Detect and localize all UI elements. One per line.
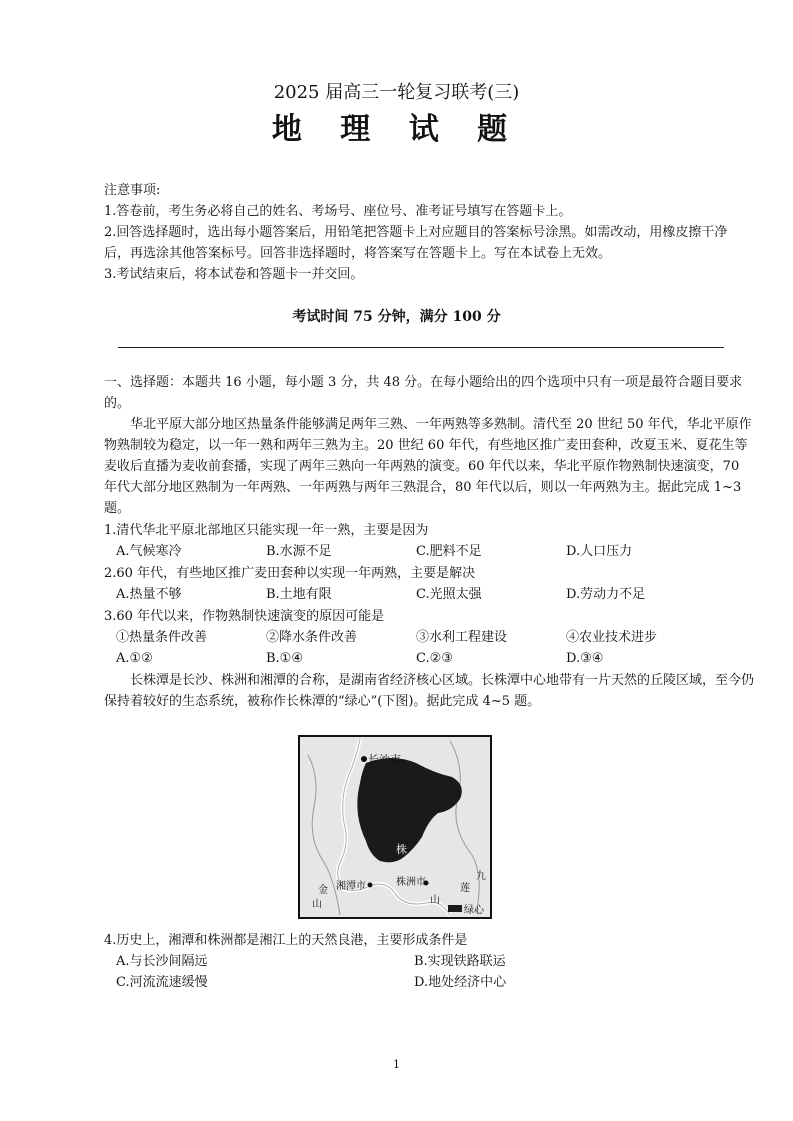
- question-4-options-row2: [104, 972, 754, 993]
- option-b: B.土地有限: [266, 587, 332, 602]
- label-shan-right: 山: [430, 895, 440, 906]
- passage-1: 华北平原大部分地区热量条件能够满足两年三熟、一年两熟等多熟制。清代至 20 世纪 50 年代，华北平原作物熟制较为稳定，以一年一熟和两年三熟为主。20 世纪 60 年代，有些地区推广麦田套种，改夏玉米、夏花生等麦收后直播为麦收前套播，实现了两年三熟向一年两熟的演变。60 年代以来，华北平原作物熟制快速演变，70 年代大部分地区熟制为一年两熟、一年两熟与两年三熟混合，80 年代以后，则以一年两熟为主。据此完成 1~3 题。: [104, 417, 752, 516]
- passage-2: 长株潭是长沙、株洲和湘潭的合称，是湖南省经济核心区域。长株潭中心地带有一片天然的丘陵区域，至今仍保持着较好的生态系统，被称作长株潭的“绿心”(下图)。据此完成 4~5 题。: [104, 673, 755, 709]
- label-changsha: 长沙市: [368, 753, 401, 766]
- section-intro: 一、选择题：本题共 16 小题，每小题 3 分，共 48 分。在每小题给出的四个选项中只有一项是最符合题目要求的。: [104, 375, 743, 411]
- notice-heading: 注意事项:: [104, 183, 161, 198]
- question-3-stem: 3.60 年代以来，作物熟制快速演变的原因可能是: [104, 609, 385, 624]
- legend-label: 绿心: [464, 905, 484, 916]
- option-c: C.河流流速缓慢: [116, 975, 208, 990]
- xiangtan-marker: [368, 883, 373, 888]
- green-heart-map: [298, 735, 492, 919]
- question-4-stem: 4.历史上，湘潭和株洲都是湘江上的天然良港，主要形成条件是: [104, 933, 468, 948]
- divider: [118, 347, 724, 348]
- map-graphic: [300, 737, 490, 917]
- option-d: D.③④: [566, 651, 604, 666]
- question-1: [104, 520, 754, 562]
- statement-1: ①热量条件改善: [116, 630, 208, 645]
- option-c: C.②③: [416, 651, 453, 666]
- label-shan-left: 山: [312, 899, 322, 910]
- question-2: [104, 563, 754, 605]
- label-jiu: 九: [476, 871, 486, 882]
- label-zhu: 株: [396, 843, 407, 856]
- option-a: A.热量不够: [116, 587, 182, 602]
- notice-item-1: 1.答卷前，考生务必将自己的姓名、考场号、座位号、准考证号填写在答题卡上。: [104, 204, 572, 219]
- statement-2: ②降水条件改善: [266, 630, 358, 645]
- question-3-options: [104, 648, 754, 669]
- exam-title: 地 理 试 题: [271, 112, 522, 147]
- option-b: B.①④: [266, 651, 303, 666]
- question-1-options: [104, 541, 754, 562]
- question-2-stem: 2.60 年代，有些地区推广麦田套种以实现一年两熟，主要是解决: [104, 566, 476, 581]
- question-3-items: [104, 627, 754, 648]
- option-b: B.实现铁路联运: [414, 954, 506, 969]
- option-d: D.人口压力: [566, 544, 633, 559]
- option-d: D.劳动力不足: [566, 587, 646, 602]
- option-b: B.水源不足: [266, 544, 332, 559]
- option-a: A.气候寒冷: [116, 544, 182, 559]
- question-1-stem: 1.清代华北平原北部地区只能实现一年一熟，主要是因为: [104, 523, 429, 538]
- question-4: [104, 930, 754, 993]
- question-2-options: [104, 584, 754, 605]
- statement-4: ④农业技术进步: [566, 630, 658, 645]
- option-c: C.肥料不足: [416, 544, 482, 559]
- label-zhuzhou: 株洲市: [396, 877, 426, 888]
- label-xiangtan: 湘潭市: [336, 881, 366, 892]
- label-jin: 金: [318, 885, 328, 896]
- notice-item-2: 2.回答选择题时，选出每小题答案后，用铅笔把答题卡上对应题目的答案标号涂黑。如需改动，用橡皮擦干净后，再选涂其他答案标号。回答非选择题时，将答案写在答题卡上。写在本试卷上无效。: [104, 225, 728, 261]
- question-3: [104, 606, 754, 669]
- option-a: A.与长沙间隔远: [116, 954, 208, 969]
- exam-subtitle: 2025 届高三一轮复习联考(三): [273, 82, 520, 103]
- question-4-options-row1: [104, 951, 754, 972]
- changsha-marker: [361, 756, 367, 762]
- option-d: D.地处经济中心: [414, 975, 507, 990]
- notice-block: [104, 180, 752, 285]
- page-number: 1: [393, 1058, 400, 1071]
- option-c: C.光照太强: [416, 587, 482, 602]
- statement-3: ③水利工程建设: [416, 630, 508, 645]
- label-lian: 莲: [460, 883, 470, 894]
- exam-time: 考试时间 75 分钟，满分 100 分: [292, 309, 501, 325]
- legend-swatch: [448, 905, 462, 912]
- notice-item-3: 3.考试结束后，将本试卷和答题卡一并交回。: [104, 267, 364, 282]
- option-a: A.①②: [116, 651, 153, 666]
